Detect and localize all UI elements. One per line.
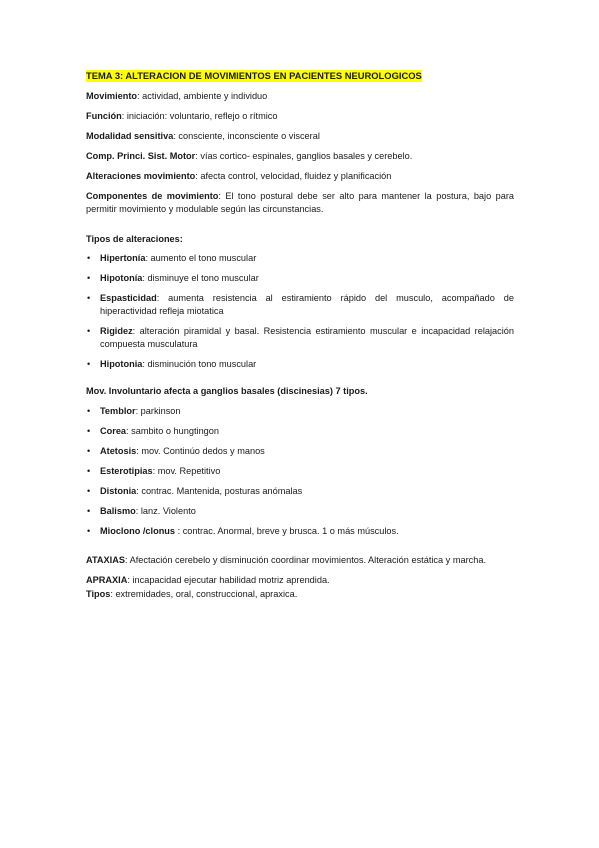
list-item [86, 325, 514, 351]
list-item [86, 405, 514, 418]
item-text: : aumenta resistencia al estiramiento rápido del musculo, acompañado de hiperactividad refleja miotatica [100, 293, 514, 316]
definition-comp-sist-motor [86, 150, 514, 163]
list-item [86, 505, 514, 518]
definition-movimiento [86, 90, 514, 103]
term: Hipotonía [100, 273, 143, 283]
list-item [86, 252, 514, 265]
term: Tipos [86, 589, 111, 599]
term: Hipotonia [100, 359, 143, 369]
item-text: : disminuye el tono muscular [142, 273, 259, 283]
term: Modalidad sensitiva [86, 131, 174, 141]
tipos-heading: Tipos de alteraciones: [86, 234, 183, 244]
term: ATAXIAS [86, 555, 125, 565]
list-item [86, 272, 514, 285]
item-text: : lanz. Violento [135, 506, 196, 516]
involuntario-list [86, 405, 514, 538]
term: Mioclono /clonus [100, 526, 176, 536]
term: Alteraciones movimiento [86, 171, 196, 181]
list-item [86, 292, 514, 318]
bullet-icon: • [87, 446, 91, 456]
definition-modalidad-sensitiva [86, 130, 514, 143]
definition-text: : El tono postural debe ser alto para mantener la postura, bajo para permitir movimiento y modulable según las circunstancias. [86, 191, 514, 214]
term: Distonia [100, 486, 137, 496]
document-content [86, 70, 514, 601]
definition-text: : iniciación: voluntario, reflejo o rítmico [121, 111, 278, 121]
bullet-icon: • [87, 466, 91, 476]
term: Balismo [100, 506, 136, 516]
list-item [86, 525, 514, 538]
bullet-icon: • [87, 359, 91, 369]
term: Hipertonía [100, 253, 146, 263]
definition-componentes-movimiento [86, 190, 514, 216]
bullet-icon: • [87, 486, 91, 496]
definition-text: : consciente, inconsciente o visceral [173, 131, 320, 141]
term: Comp. Princi. Sist. Motor [86, 151, 196, 161]
bullet-icon: • [87, 526, 91, 536]
paragraph-text: : incapacidad ejecutar habilidad motriz aprendida. [127, 575, 330, 585]
list-item [86, 358, 514, 371]
ataxias-paragraph [86, 554, 514, 567]
item-text: : disminución tono muscular [142, 359, 257, 369]
term: Espasticidad [100, 293, 157, 303]
term: Función [86, 111, 122, 121]
list-item [86, 465, 514, 478]
paragraph-text: : Afectación cerebelo y disminución coordinar movimientos. Alteración estática y marcha. [124, 555, 487, 565]
term: APRAXIA [86, 575, 128, 585]
item-text: : mov. Continúo dedos y manos [136, 446, 265, 456]
term: Rigidez [100, 326, 133, 336]
definition-alteraciones-movimiento [86, 170, 514, 183]
term: Componentes de movimiento [86, 191, 219, 201]
definition-text: : vías cortico- espinales, ganglios basales y cerebelo. [195, 151, 413, 161]
bullet-icon: • [87, 406, 91, 416]
item-text: : contrac. Anormal, breve y brusca. 1 o más músculos. [175, 526, 399, 536]
item-text: : contrac. Mantenida, posturas anómalas [136, 486, 303, 496]
definition-text: : afecta control, velocidad, fluidez y planificación [195, 171, 392, 181]
list-item [86, 445, 514, 458]
list-item [86, 425, 514, 438]
list-item [86, 485, 514, 498]
item-text: : mov. Repetitivo [152, 466, 221, 476]
definition-funcion [86, 110, 514, 123]
bullet-icon: • [87, 293, 91, 303]
tipos-apraxia-paragraph [86, 588, 514, 601]
item-text: : alteración piramidal y basal. Resistencia estiramiento muscular e incapacidad relajación compuesta musculatura [100, 326, 514, 349]
term: Corea [100, 426, 127, 436]
definition-text: : actividad, ambiente y individuo [137, 91, 268, 101]
paragraph-text: : extremidades, oral, construccional, apraxica. [110, 589, 298, 599]
document-title: TEMA 3: ALTERACION DE MOVIMIENTOS EN PACIENTES NEUROLOGICOS [86, 70, 422, 81]
tipos-list [86, 252, 514, 371]
bullet-icon: • [87, 326, 91, 336]
apraxia-paragraph [86, 574, 514, 587]
bullet-icon: • [87, 253, 91, 263]
term: Temblor [100, 406, 136, 416]
term: Movimiento [86, 91, 138, 101]
term: Esterotipias [100, 466, 153, 476]
bullet-icon: • [87, 506, 91, 516]
item-text: : parkinson [135, 406, 181, 416]
term: Atetosis [100, 446, 137, 456]
bullet-icon: • [87, 426, 91, 436]
bullet-icon: • [87, 273, 91, 283]
involuntario-heading: Mov. Involuntario afecta a ganglios basales (discinesias) 7 tipos. [86, 386, 368, 396]
item-text: : aumento el tono muscular [145, 253, 257, 263]
item-text: : sambito o hungtingon [126, 426, 220, 436]
